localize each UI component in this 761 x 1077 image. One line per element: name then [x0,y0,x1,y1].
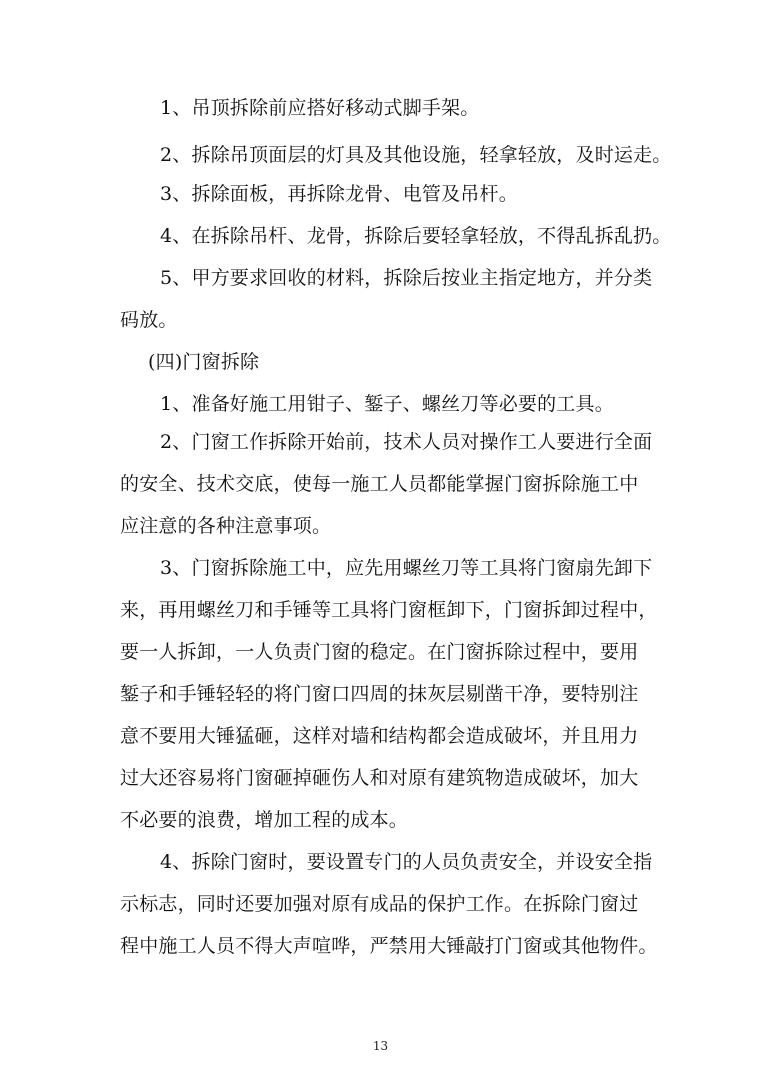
list-item-door-4: 4、拆除门窗时，要设置专门的人员负责安全，并设安全指 [160,851,653,873]
list-item-door-3-cont: 意不要用大锤猛砸，这样对墙和结构都会造成破坏，并且用力 [120,725,639,747]
list-item-ceiling-4: 4、在拆除吊杆、龙骨，拆除后要轻拿轻放，不得乱拆乱扔。 [160,225,672,247]
list-item-ceiling-5: 5、甲方要求回收的材料，拆除后按业主指定地方，并分类 [160,267,653,289]
list-item-door-3-cont: 不必要的浪费，增加工程的成本。 [120,809,409,831]
list-item-door-3-cont: 来，再用螺丝刀和手锤等工具将门窗框卸下，门窗拆卸过程中， [120,599,658,621]
list-item-door-2-cont: 的安全、技术交底，使每一施工人员都能掌握门窗拆除施工中 [120,473,639,495]
list-item-door-2-cont: 应注意的各种注意事项。 [120,515,332,537]
list-item-ceiling-2: 2、拆除吊顶面层的灯具及其他设施，轻拿轻放，及时运走。 [160,144,672,166]
page-number: 13 [372,1039,389,1053]
list-item-door-4-cont: 程中施工人员不得大声喧哗，严禁用大锤敲打门窗或其他物件。 [120,935,658,957]
list-item-door-3: 3、门窗拆除施工中，应先用螺丝刀等工具将门窗扇先卸下 [160,557,653,579]
list-item-door-2: 2、门窗工作拆除开始前，技术人员对操作工人要进行全面 [160,431,653,453]
list-item-ceiling-1: 1、吊顶拆除前应搭好移动式脚手架。 [160,97,480,119]
list-item-door-3-cont: 过大还容易将门窗砸掉砸伤人和对原有建筑物造成破坏，加大 [120,767,639,789]
list-item-ceiling-5-cont: 码放。 [120,309,178,331]
list-item-door-3-cont: 錾子和手锤轻轻的将门窗口四周的抹灰层剔凿干净，要特别注 [120,683,639,705]
list-item-door-3-cont: 要一人拆卸，一人负责门窗的稳定。在门窗拆除过程中，要用 [120,641,639,663]
list-item-ceiling-3: 3、拆除面板，再拆除龙骨、电管及吊杆。 [160,183,518,205]
list-item-door-1: 1、准备好施工用钳子、錾子、螺丝刀等必要的工具。 [160,393,614,415]
section-heading: (四)门窗拆除 [148,351,260,373]
list-item-door-4-cont: 示标志，同时还要加强对原有成品的保护工作。在拆除门窗过 [120,893,639,915]
